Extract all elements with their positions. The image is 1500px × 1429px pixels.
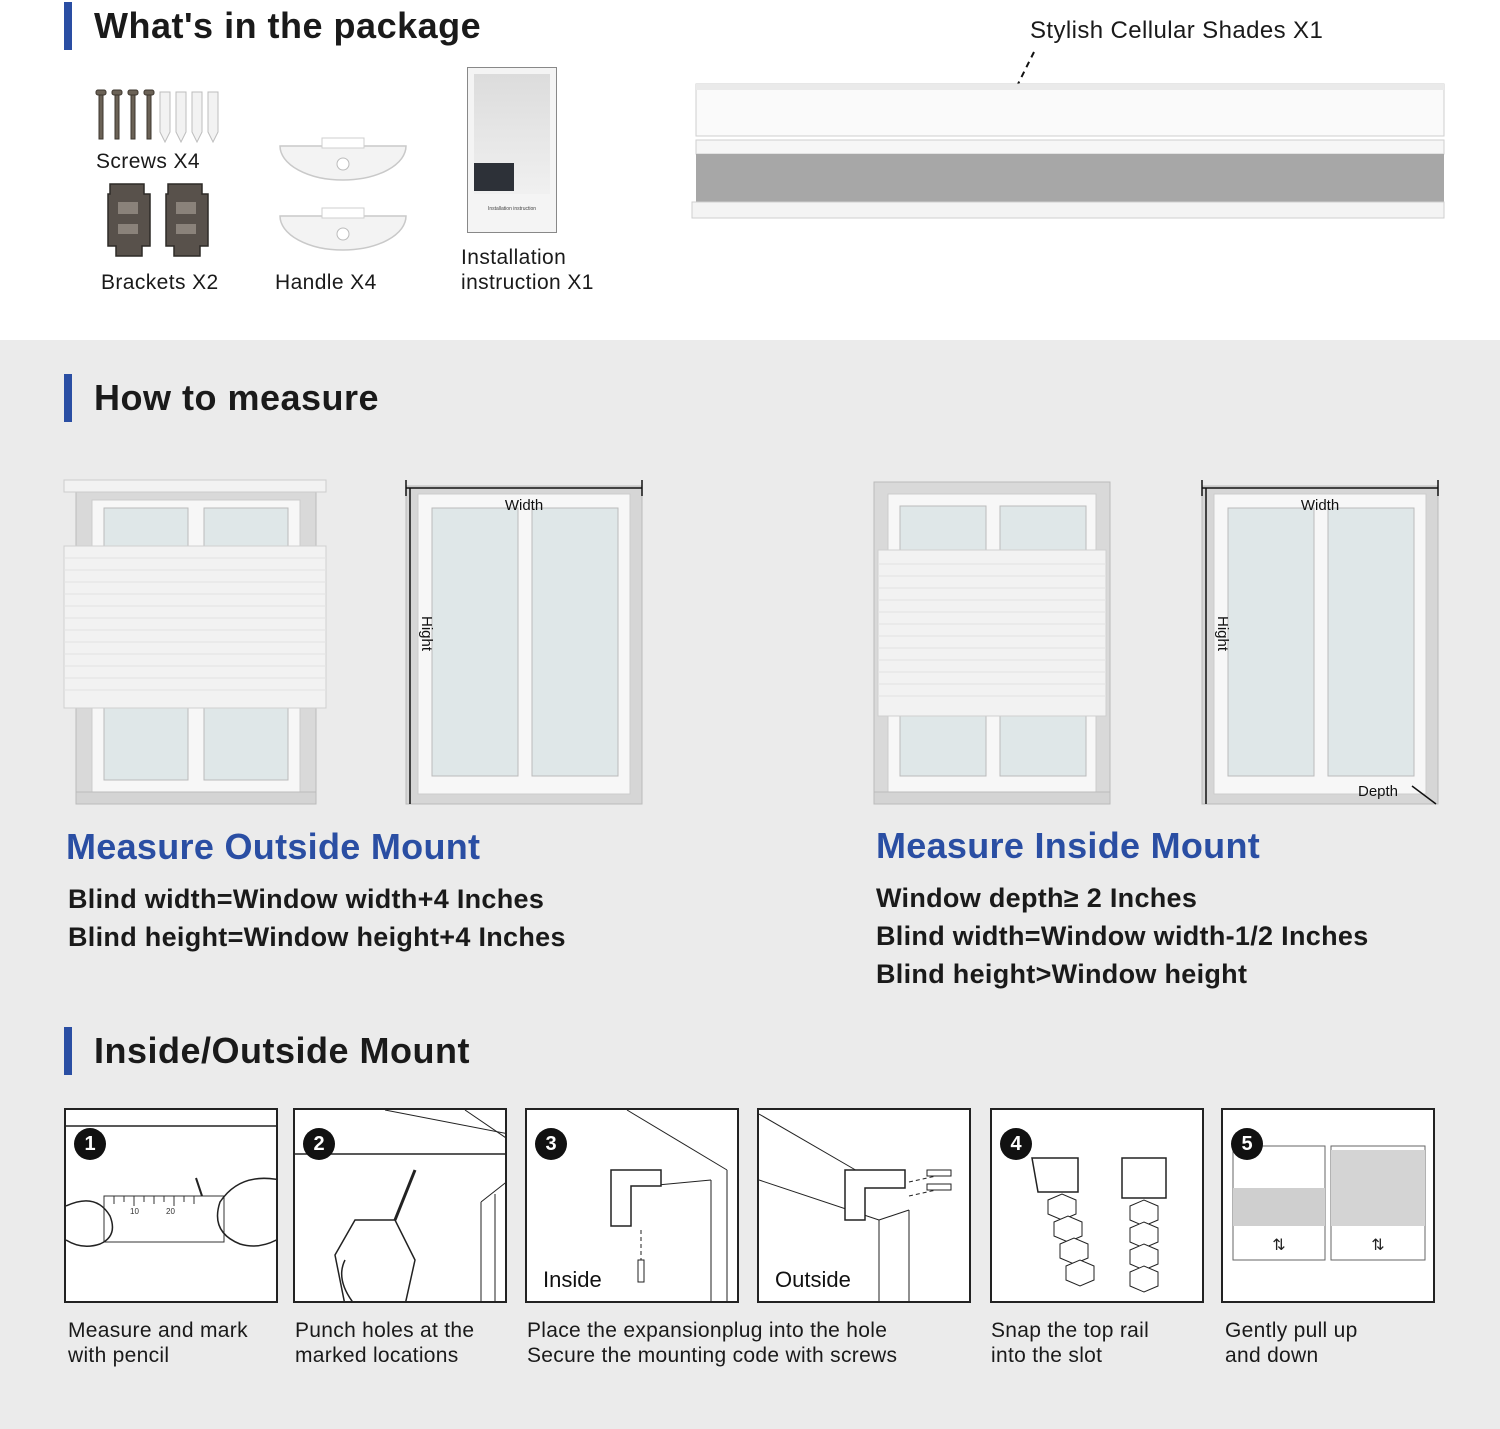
inside-mount-width-rule: Blind width=Window width-1/2 Inches bbox=[876, 921, 1369, 951]
brackets-label: Brackets X2 bbox=[101, 271, 219, 294]
inside-mount-depth-rule: Window depth≥ 2 Inches bbox=[876, 883, 1198, 913]
inside-height-label: Hight bbox=[1214, 616, 1231, 652]
step-5-caption bbox=[1225, 1318, 1358, 1368]
inside-depth-label: Depth bbox=[1358, 783, 1399, 800]
outside-width-label: Width bbox=[504, 497, 544, 514]
inside-mount-title: Measure Inside Mount bbox=[876, 825, 1261, 866]
handle-label: Handle X4 bbox=[275, 271, 377, 294]
step-3-caption-line2: Secure the mounting code with screws bbox=[527, 1344, 898, 1367]
step-2-caption-line2: marked locations bbox=[295, 1344, 459, 1367]
outside-height-label: Hight bbox=[418, 616, 435, 652]
outside-mount-window-image bbox=[62, 478, 330, 808]
measure-heading bbox=[64, 374, 379, 422]
outside-tag: Outside bbox=[775, 1267, 851, 1292]
inside-mount-measure-diagram bbox=[1198, 478, 1442, 808]
step-4-caption-line2: into the slot bbox=[991, 1344, 1103, 1367]
brackets-image bbox=[104, 180, 216, 262]
inside-tag: Inside bbox=[543, 1267, 602, 1292]
heading-accent-bar bbox=[64, 1027, 72, 1075]
step-2-caption-line1: Punch holes at the bbox=[295, 1319, 475, 1342]
screws-label: Screws X4 bbox=[96, 150, 200, 173]
ruler-tick-10: 10 bbox=[130, 1207, 139, 1216]
inside-width-label: Width bbox=[1300, 497, 1340, 514]
inside-mount-height-rule: Blind height>Window height bbox=[876, 959, 1248, 989]
handles-image bbox=[278, 136, 408, 262]
step-4-caption-line1: Snap the top rail bbox=[991, 1319, 1150, 1342]
step-3-caption bbox=[527, 1318, 897, 1368]
screws-image bbox=[92, 88, 227, 146]
step-2-image bbox=[293, 1108, 507, 1303]
step-3-caption-line1: Place the expansionplug into the hole bbox=[527, 1319, 888, 1342]
step-3-number: 3 bbox=[535, 1128, 567, 1160]
inside-mount-window-image bbox=[872, 478, 1114, 808]
manual-photo-sofa bbox=[474, 163, 514, 191]
outside-mount-width-rule: Blind width=Window width+4 Inches bbox=[68, 884, 545, 914]
step-5-number: 5 bbox=[1231, 1128, 1263, 1160]
manual-cover-text: Installation instruction bbox=[487, 206, 537, 212]
step-4-caption bbox=[991, 1318, 1149, 1368]
step-5-caption-line1: Gently pull up bbox=[1225, 1319, 1358, 1342]
outside-mount-measure-diagram bbox=[402, 478, 646, 808]
pull-arrows-right: ⇅ bbox=[1371, 1237, 1385, 1254]
step-4-image bbox=[990, 1108, 1204, 1303]
instruction-label bbox=[461, 245, 594, 295]
step-1-image bbox=[64, 1108, 278, 1303]
cellular-shade-image bbox=[690, 48, 1450, 228]
outside-mount-rules bbox=[68, 880, 566, 956]
instruction-label-line1: Installation bbox=[461, 246, 567, 269]
heading-accent-bar bbox=[64, 374, 72, 422]
step-1-caption bbox=[68, 1318, 248, 1368]
mount-title: Inside/Outside Mount bbox=[94, 1030, 470, 1071]
step-3-outside-image bbox=[757, 1108, 971, 1303]
shades-label: Stylish Cellular Shades X1 bbox=[1030, 17, 1324, 44]
package-heading bbox=[64, 2, 481, 50]
step-2-caption bbox=[295, 1318, 474, 1368]
step-2-number: 2 bbox=[303, 1128, 335, 1160]
step-1-caption-line2: with pencil bbox=[68, 1344, 170, 1367]
measure-title: How to measure bbox=[94, 377, 380, 418]
outside-mount-title: Measure Outside Mount bbox=[66, 826, 481, 867]
mount-heading bbox=[64, 1027, 470, 1075]
step-4-number: 4 bbox=[1000, 1128, 1032, 1160]
instruction-label-line2: instruction X1 bbox=[461, 271, 594, 294]
step-1-number: 1 bbox=[74, 1128, 106, 1160]
instruction-manual-image bbox=[467, 67, 557, 233]
step-5-image bbox=[1221, 1108, 1435, 1303]
outside-mount-height-rule: Blind height=Window height+4 Inches bbox=[68, 922, 566, 952]
step-3-inside-image bbox=[525, 1108, 739, 1303]
inside-mount-rules bbox=[876, 879, 1369, 993]
ruler-tick-20: 20 bbox=[166, 1207, 175, 1216]
package-section bbox=[0, 0, 1500, 340]
step-1-caption-line1: Measure and mark bbox=[68, 1319, 248, 1342]
package-title: What's in the package bbox=[94, 5, 482, 46]
pull-arrows-left: ⇅ bbox=[1272, 1237, 1286, 1254]
step-5-caption-line2: and down bbox=[1225, 1344, 1319, 1367]
heading-accent-bar bbox=[64, 2, 72, 50]
